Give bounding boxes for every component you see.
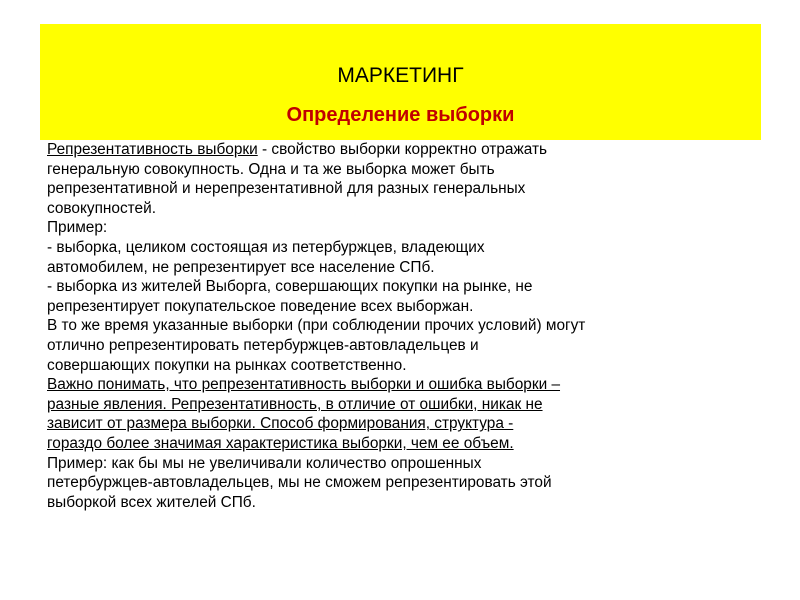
paragraph-important [47, 375, 762, 512]
underlined-line [47, 375, 762, 395]
text-line: генеральную совокупность. Одна и та же выборка может быть [47, 160, 495, 178]
text-line: отлично репрезентировать петербуржцев-автовладельцев и [47, 336, 479, 354]
paragraph-representativeness [47, 140, 762, 316]
underlined-text: разные явления. Репрезентативность, в отличие от ошибки, никак не [47, 395, 543, 413]
text-line: выборкой всех жителей СПб. [47, 493, 256, 511]
text-line [47, 140, 762, 160]
underlined-line [47, 434, 762, 454]
title-banner [40, 24, 761, 140]
slide-title: МАРКЕТИНГ [337, 64, 464, 87]
definition-text: - свойство выборки корректно отражать [257, 141, 548, 158]
paragraph-same-samples [47, 316, 762, 375]
text-line: Пример: как бы мы не увеличивали количество опрошенных [47, 454, 482, 472]
underlined-text: Важно понимать, что репрезентативность выборки и ошибка выборки – [47, 376, 561, 394]
underlined-text: зависит от размера выборки. Способ формирования, структура - [47, 415, 514, 433]
slide-subtitle: Определение выборки [286, 104, 515, 126]
text-line: репрезентативной и нерепрезентативной для разных генеральных [47, 180, 526, 198]
example-label: Пример: [47, 219, 108, 237]
text-line: совершающих покупки на рынках соответственно. [47, 356, 407, 374]
underlined-line [47, 395, 762, 415]
text-line: совокупностей. [47, 199, 156, 217]
example-line: автомобилем, не репрезентирует все население СПб. [47, 258, 435, 276]
underlined-line [47, 414, 762, 434]
underlined-text: гораздо более значимая характеристика выборки, чем ее объем. [47, 434, 514, 452]
example-line: репрезентирует покупательское поведение всех выборжан. [47, 297, 474, 315]
term-representativeness: Репрезентативность выборки [47, 141, 258, 158]
text-line: петербуржцев-автовладельцев, мы не сможем репрезентировать этой [47, 474, 552, 492]
slide-body [47, 140, 762, 512]
text-line: В то же время указанные выборки (при соблюдении прочих условий) могут [47, 317, 586, 335]
example-line: - выборка из жителей Выборга, совершающих покупки на рынке, не [47, 278, 533, 296]
example-line: - выборка, целиком состоящая из петербуржцев, владеющих [47, 238, 485, 256]
